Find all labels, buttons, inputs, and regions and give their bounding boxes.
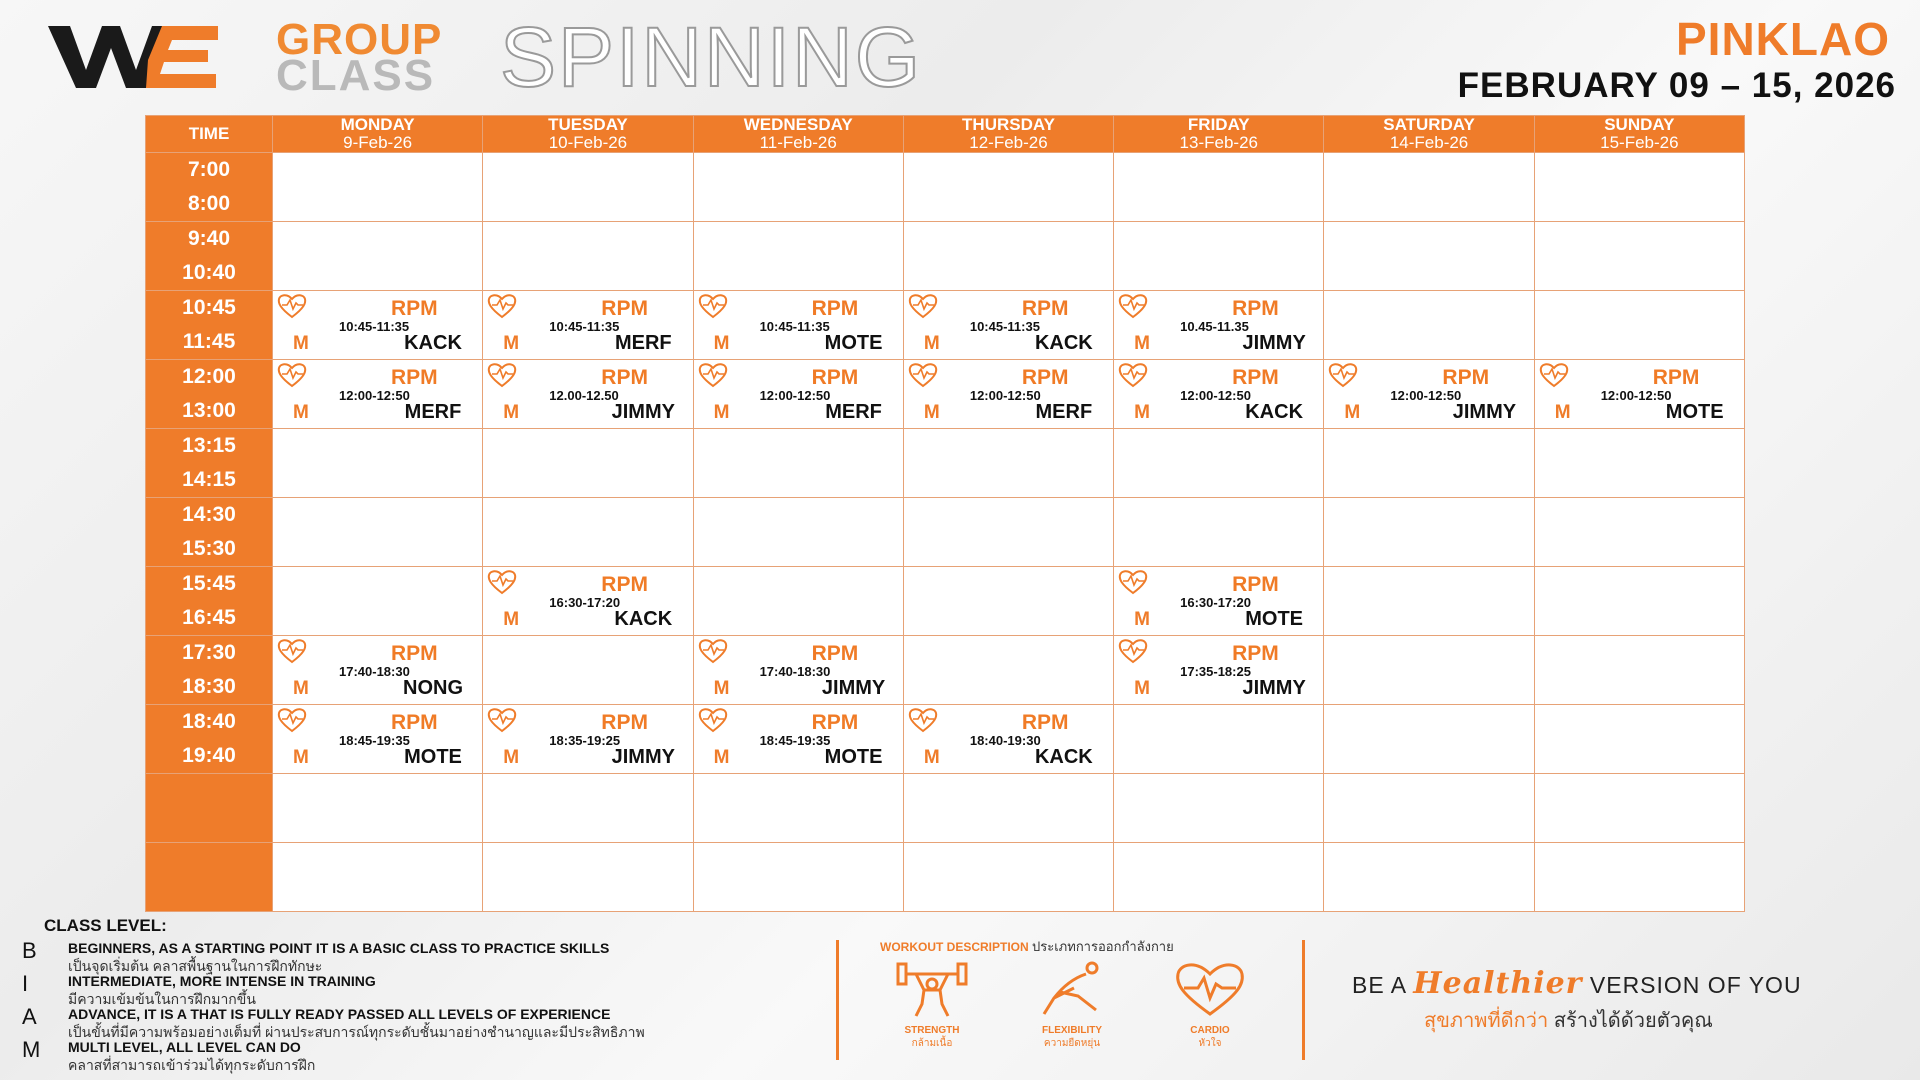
class-entry bbox=[694, 291, 903, 359]
class-time: 12:00-12:50 bbox=[759, 388, 831, 403]
class-level: M bbox=[1344, 402, 1361, 423]
footer-divider bbox=[836, 940, 839, 1060]
schedule-cell bbox=[483, 498, 693, 567]
schedule-cell bbox=[693, 153, 903, 222]
time-start: 12:00 bbox=[182, 365, 236, 388]
class-entry bbox=[273, 636, 482, 704]
cardio-heart-icon bbox=[1328, 362, 1358, 388]
workout-flexibility: FLEXIBILITY ความยืดหยุ่น bbox=[1012, 958, 1132, 1051]
schedule-cell bbox=[903, 567, 1113, 636]
time-slot bbox=[146, 360, 273, 429]
schedule-cell bbox=[903, 222, 1113, 291]
schedule-cell bbox=[903, 774, 1113, 843]
class-level: M bbox=[503, 747, 520, 768]
schedule-cell bbox=[1324, 774, 1534, 843]
class-time: 18:35-19:25 bbox=[549, 733, 621, 748]
schedule-row bbox=[146, 222, 1745, 291]
time-start: 14:30 bbox=[182, 503, 236, 526]
schedule-cell bbox=[693, 567, 903, 636]
class-entry bbox=[273, 360, 482, 428]
schedule-grid bbox=[145, 115, 1745, 915]
cardio-heart-icon bbox=[277, 362, 307, 388]
class-level: M bbox=[713, 402, 730, 423]
class-level: M bbox=[1134, 333, 1150, 354]
schedule-cell bbox=[273, 360, 483, 429]
class-entry bbox=[904, 291, 1113, 359]
instructor-name: JIMMY bbox=[611, 401, 675, 423]
flexibility-icon bbox=[1034, 958, 1110, 1020]
instructor-name: JIMMY bbox=[611, 746, 675, 768]
schedule-cell bbox=[1114, 636, 1324, 705]
cardio-icon bbox=[1172, 958, 1248, 1020]
class-name: RPM bbox=[1021, 366, 1069, 389]
class-entry bbox=[273, 705, 482, 773]
schedule-cell bbox=[693, 222, 903, 291]
class-time: 12.00-12.50 bbox=[549, 388, 619, 403]
time-slot bbox=[146, 153, 273, 222]
class-time: 12:00-12:50 bbox=[339, 388, 410, 403]
day-header-saturday bbox=[1324, 116, 1534, 153]
instructor-name: KACK bbox=[404, 332, 462, 354]
schedule-cell bbox=[693, 291, 903, 360]
schedule-cell bbox=[1534, 360, 1744, 429]
day-date: 10-Feb-26 bbox=[548, 133, 628, 152]
day-header-friday bbox=[1114, 116, 1324, 153]
schedule-row bbox=[146, 636, 1745, 705]
schedule-cell bbox=[1534, 774, 1744, 843]
footer bbox=[0, 912, 1920, 1080]
class-name: RPM bbox=[811, 366, 859, 389]
level-description-thai: คลาสที่สามารถเข้าร่วมได้ทุกระดับการฝึก bbox=[68, 1057, 316, 1073]
instructor-name: JIMMY bbox=[821, 677, 886, 699]
schedule-cell bbox=[273, 222, 483, 291]
level-description: INTERMEDIATE, MORE INTENSE IN TRAINING bbox=[68, 973, 376, 989]
level-letter: M bbox=[22, 1037, 41, 1062]
workout-cardio: CARDIO หัวใจ bbox=[1150, 958, 1270, 1051]
class-time: 17:35-18:25 bbox=[1180, 664, 1251, 679]
schedule-cell bbox=[1114, 705, 1324, 774]
schedule-cell bbox=[693, 843, 903, 912]
class-name: RPM bbox=[601, 573, 648, 596]
class-time: 12:00-12:50 bbox=[1390, 388, 1462, 403]
schedule-cell bbox=[1324, 291, 1534, 360]
class-level: M bbox=[713, 747, 730, 768]
day-date: 12-Feb-26 bbox=[969, 133, 1048, 152]
instructor-name: MOTE bbox=[1665, 401, 1724, 423]
schedule-cell bbox=[693, 429, 903, 498]
schedule-row bbox=[146, 567, 1745, 636]
class-level: M bbox=[503, 609, 520, 630]
schedule-cell bbox=[483, 291, 693, 360]
time-slot bbox=[146, 636, 273, 705]
day-name: SUNDAY bbox=[1604, 115, 1675, 134]
logo-class-text: CLASS bbox=[276, 51, 436, 100]
class-time: 10:45-11:35 bbox=[759, 319, 830, 334]
schedule-cell bbox=[1324, 567, 1534, 636]
class-name: RPM bbox=[1021, 297, 1069, 320]
class-time: 18:45-19:35 bbox=[759, 733, 831, 748]
schedule-cell bbox=[903, 705, 1113, 774]
cardio-heart-icon bbox=[277, 707, 307, 733]
time-slot bbox=[146, 222, 273, 291]
cardio-heart-icon bbox=[698, 293, 728, 319]
instructor-name: KACK bbox=[1034, 332, 1093, 354]
instructor-name: KACK bbox=[1034, 746, 1093, 768]
schedule-cell bbox=[483, 360, 693, 429]
day-header-monday bbox=[273, 116, 483, 153]
instructor-name: KACK bbox=[1245, 401, 1304, 423]
class-name: RPM bbox=[811, 297, 859, 320]
class-time: 17:40-18:30 bbox=[759, 664, 831, 679]
schedule-cell bbox=[903, 360, 1113, 429]
class-time: 18:40-19:30 bbox=[969, 733, 1041, 748]
class-level: M bbox=[503, 333, 520, 354]
schedule-cell bbox=[1324, 705, 1534, 774]
class-level: M bbox=[923, 402, 940, 423]
time-end: 18:30 bbox=[182, 675, 236, 698]
schedule-cell bbox=[1324, 360, 1534, 429]
schedule-table bbox=[145, 115, 1745, 912]
class-level: M bbox=[293, 678, 309, 699]
class-level: M bbox=[923, 747, 940, 768]
class-entry bbox=[483, 291, 692, 359]
instructor-name: MOTE bbox=[824, 332, 883, 354]
schedule-cell bbox=[1534, 636, 1744, 705]
schedule-cell bbox=[273, 429, 483, 498]
workout-description-title: WORKOUT DESCRIPTION ประเภทการออกกำลังกาย bbox=[880, 939, 1174, 954]
day-header-sunday bbox=[1534, 116, 1744, 153]
class-time: 18:45-19:35 bbox=[339, 733, 410, 748]
class-name: RPM bbox=[601, 711, 648, 734]
schedule-row bbox=[146, 498, 1745, 567]
cardio-heart-icon bbox=[277, 293, 307, 319]
instructor-name: MERF bbox=[404, 401, 462, 423]
schedule-row bbox=[146, 843, 1745, 912]
schedule-cell bbox=[1114, 153, 1324, 222]
schedule-cell bbox=[903, 429, 1113, 498]
instructor-name: JIMMY bbox=[1452, 401, 1517, 423]
schedule-cell bbox=[1114, 222, 1324, 291]
time-start: 15:45 bbox=[182, 572, 236, 595]
schedule-cell bbox=[1114, 429, 1324, 498]
schedule-cell bbox=[1534, 222, 1744, 291]
class-time: 12:00-12:50 bbox=[1180, 388, 1251, 403]
schedule-cell bbox=[903, 153, 1113, 222]
class-name: RPM bbox=[391, 642, 438, 665]
schedule-cell bbox=[1114, 291, 1324, 360]
instructor-name: KACK bbox=[614, 608, 673, 630]
schedule-cell bbox=[1534, 843, 1744, 912]
class-level: M bbox=[713, 678, 730, 699]
level-letter: B bbox=[22, 938, 37, 963]
time-start: 17:30 bbox=[182, 641, 236, 664]
class-entry bbox=[694, 636, 903, 704]
schedule-cell bbox=[483, 153, 693, 222]
schedule-cell bbox=[483, 636, 693, 705]
class-name: RPM bbox=[601, 366, 648, 389]
time-header: TIME bbox=[146, 116, 273, 153]
schedule-cell bbox=[273, 498, 483, 567]
instructor-name: MOTE bbox=[404, 746, 462, 768]
schedule-row bbox=[146, 705, 1745, 774]
cardio-heart-icon bbox=[277, 638, 307, 664]
instructor-name: MERF bbox=[1035, 401, 1093, 423]
strength-icon bbox=[894, 958, 970, 1020]
cardio-heart-icon bbox=[1118, 293, 1148, 319]
schedule-cell bbox=[1324, 222, 1534, 291]
schedule-cell bbox=[1324, 636, 1534, 705]
time-end: 10:40 bbox=[182, 261, 236, 284]
time-start: 7:00 bbox=[187, 158, 231, 181]
instructor-name: MOTE bbox=[824, 746, 883, 768]
cardio-heart-icon bbox=[908, 362, 938, 388]
cardio-heart-icon bbox=[698, 707, 728, 733]
class-name: RPM bbox=[1021, 711, 1069, 734]
level-letter: A bbox=[22, 1004, 37, 1029]
class-name: RPM bbox=[1232, 366, 1279, 389]
cardio-heart-icon bbox=[487, 362, 517, 388]
footer-divider-2 bbox=[1302, 940, 1305, 1060]
schedule-cell bbox=[903, 291, 1113, 360]
schedule-cell bbox=[1534, 498, 1744, 567]
we-logo-icon bbox=[48, 22, 218, 90]
class-name: RPM bbox=[1232, 642, 1279, 665]
time-slot bbox=[146, 291, 273, 360]
schedule-cell bbox=[273, 153, 483, 222]
time-start: 13:15 bbox=[182, 434, 236, 457]
cardio-heart-icon bbox=[1118, 569, 1148, 595]
instructor-name: MERF bbox=[825, 401, 882, 423]
time-end: 13:00 bbox=[182, 399, 236, 422]
schedule-cell bbox=[1534, 429, 1744, 498]
schedule-cell bbox=[1324, 153, 1534, 222]
class-name: RPM bbox=[1442, 366, 1490, 389]
time-end: 19:40 bbox=[182, 744, 236, 767]
class-level: M bbox=[503, 402, 520, 423]
schedule-cell bbox=[1324, 498, 1534, 567]
schedule-cell bbox=[483, 843, 693, 912]
schedule-cell bbox=[273, 705, 483, 774]
class-entry bbox=[694, 360, 903, 428]
schedule-cell bbox=[903, 843, 1113, 912]
class-level: M bbox=[1134, 609, 1150, 630]
level-letter: I bbox=[22, 971, 29, 996]
class-entry bbox=[483, 567, 692, 635]
schedule-cell bbox=[1534, 291, 1744, 360]
instructor-name: JIMMY bbox=[1242, 332, 1306, 354]
day-name: FRIDAY bbox=[1187, 115, 1250, 134]
class-level: M bbox=[713, 333, 730, 354]
schedule-row bbox=[146, 291, 1745, 360]
schedule-cell bbox=[693, 774, 903, 843]
day-date: 15-Feb-26 bbox=[1600, 133, 1679, 152]
time-end: 14:15 bbox=[182, 468, 236, 491]
schedule-cell bbox=[273, 774, 483, 843]
schedule-cell bbox=[693, 636, 903, 705]
class-name: RPM bbox=[391, 297, 438, 320]
schedule-cell bbox=[1534, 153, 1744, 222]
schedule-cell bbox=[1114, 774, 1324, 843]
schedule-cell bbox=[483, 705, 693, 774]
class-level-title: CLASS LEVEL: bbox=[44, 916, 167, 935]
logo-spinning-text: SPINNING bbox=[500, 10, 923, 104]
cardio-heart-icon bbox=[698, 362, 728, 388]
instructor-name: NONG bbox=[403, 677, 463, 699]
schedule-cell bbox=[1114, 843, 1324, 912]
schedule-cell bbox=[1324, 843, 1534, 912]
class-time: 16:30-17:20 bbox=[549, 595, 621, 610]
class-name: RPM bbox=[391, 711, 438, 734]
schedule-cell bbox=[1534, 705, 1744, 774]
time-slot bbox=[146, 843, 273, 912]
time-slot bbox=[146, 705, 273, 774]
instructor-name: MERF bbox=[614, 332, 672, 354]
class-name: RPM bbox=[601, 297, 648, 320]
class-name: RPM bbox=[391, 366, 438, 389]
day-name: THURSDAY bbox=[962, 115, 1055, 134]
class-level: M bbox=[923, 333, 940, 354]
class-name: RPM bbox=[811, 711, 859, 734]
instructor-name: JIMMY bbox=[1242, 677, 1306, 699]
class-entry bbox=[1324, 360, 1533, 428]
schedule-row bbox=[146, 774, 1745, 843]
class-entry bbox=[1114, 567, 1323, 635]
class-level: M bbox=[293, 402, 309, 423]
level-description: MULTI LEVEL, ALL LEVEL CAN DO bbox=[68, 1039, 301, 1055]
class-entry bbox=[483, 360, 692, 428]
class-level: M bbox=[1134, 678, 1150, 699]
class-entry bbox=[273, 291, 482, 359]
class-level: M bbox=[1554, 402, 1571, 423]
schedule-cell bbox=[1114, 360, 1324, 429]
schedule-cell bbox=[693, 360, 903, 429]
class-entry bbox=[694, 705, 903, 773]
class-time: 10:45-11:35 bbox=[339, 319, 410, 334]
class-level: M bbox=[293, 747, 309, 768]
level-description-thai: มีความเข้มข้นในการฝึกมากขึ้น bbox=[68, 991, 256, 1007]
level-description-thai: เป็นจุดเริ่มต้น คลาสพื้นฐานในการฝึกทักษะ bbox=[68, 958, 323, 974]
class-name: RPM bbox=[1652, 366, 1700, 389]
logo-group-text: GROUP bbox=[276, 15, 443, 64]
cardio-heart-icon bbox=[1539, 362, 1569, 388]
time-slot bbox=[146, 498, 273, 567]
class-time: 12:00-12:50 bbox=[969, 388, 1041, 403]
class-entry bbox=[1114, 291, 1323, 359]
level-description: BEGINNERS, AS A STARTING POINT IT IS A BASIC CLASS TO PRACTICE SKILLS bbox=[68, 940, 610, 956]
day-header-tuesday bbox=[483, 116, 693, 153]
cardio-heart-icon bbox=[1118, 362, 1148, 388]
time-end: 11:45 bbox=[182, 330, 236, 353]
class-time: 10.45-11.35 bbox=[1180, 319, 1249, 334]
class-time: 10:45-11:35 bbox=[549, 319, 620, 334]
class-entry bbox=[904, 705, 1113, 773]
cardio-heart-icon bbox=[487, 569, 517, 595]
cardio-heart-icon bbox=[1118, 638, 1148, 664]
schedule-cell bbox=[483, 429, 693, 498]
time-start: 18:40 bbox=[182, 710, 236, 733]
day-name: SATURDAY bbox=[1383, 115, 1475, 134]
day-date: 14-Feb-26 bbox=[1389, 133, 1469, 152]
day-name: TUESDAY bbox=[548, 115, 628, 134]
day-date: 11-Feb-26 bbox=[759, 133, 837, 152]
class-time: 10:45-11:35 bbox=[969, 319, 1040, 334]
cardio-heart-icon bbox=[908, 707, 938, 733]
level-description-thai: เป็นขั้นที่มีความพร้อมอย่างเต็มที่ ผ่านประสบการณ์ทุกระดับชั้นมาอย่างชำนาญและมีประสิทธิภาพ bbox=[68, 1024, 645, 1040]
schedule-row bbox=[146, 153, 1745, 222]
level-description: ADVANCE, IT IS A THAT IS FULLY READY PASSED ALL LEVELS OF EXPERIENCE bbox=[68, 1006, 611, 1022]
schedule-cell bbox=[693, 705, 903, 774]
time-end: 16:45 bbox=[182, 606, 236, 629]
class-entry bbox=[1114, 636, 1323, 704]
class-entry bbox=[904, 360, 1113, 428]
schedule-cell bbox=[273, 567, 483, 636]
time-start: 10:45 bbox=[182, 296, 236, 319]
class-time: 16:30-17:20 bbox=[1180, 595, 1251, 610]
date-range: FEBRUARY 09 – 15, 2026 bbox=[1457, 66, 1896, 105]
time-start: 9:40 bbox=[187, 227, 231, 250]
class-time: 17:40-18:30 bbox=[339, 664, 410, 679]
class-name: RPM bbox=[1232, 573, 1279, 596]
time-slot bbox=[146, 429, 273, 498]
tagline: BE A Healthier VERSION OF YOU bbox=[1352, 966, 1802, 1001]
schedule-cell bbox=[903, 498, 1113, 567]
schedule-cell bbox=[483, 222, 693, 291]
schedule-cell bbox=[273, 843, 483, 912]
class-name: RPM bbox=[1232, 297, 1279, 320]
schedule-cell bbox=[483, 567, 693, 636]
class-level: M bbox=[293, 333, 309, 354]
class-time: 12:00-12:50 bbox=[1600, 388, 1672, 403]
time-slot bbox=[146, 774, 273, 843]
class-entry bbox=[1114, 360, 1323, 428]
schedule-cell bbox=[483, 774, 693, 843]
schedule-cell bbox=[1114, 498, 1324, 567]
instructor-name: MOTE bbox=[1245, 608, 1304, 630]
header bbox=[0, 0, 1920, 112]
schedule-cell bbox=[1324, 429, 1534, 498]
cardio-heart-icon bbox=[487, 707, 517, 733]
schedule-cell bbox=[273, 636, 483, 705]
class-name: RPM bbox=[811, 642, 859, 665]
cardio-heart-icon bbox=[698, 638, 728, 664]
branch-name: PINKLAO bbox=[1676, 13, 1890, 65]
tagline-thai: สุขภาพที่ดีกว่า สร้างได้ด้วยตัวคุณ bbox=[1424, 1010, 1713, 1032]
schedule-row bbox=[146, 429, 1745, 498]
day-date: 13-Feb-26 bbox=[1179, 133, 1258, 152]
day-name: MONDAY bbox=[340, 115, 415, 134]
schedule-cell bbox=[903, 636, 1113, 705]
schedule-row bbox=[146, 360, 1745, 429]
class-level: M bbox=[1134, 402, 1150, 423]
schedule-cell bbox=[693, 498, 903, 567]
schedule-cell bbox=[1114, 567, 1324, 636]
time-slot bbox=[146, 567, 273, 636]
schedule-cell bbox=[1534, 567, 1744, 636]
cardio-heart-icon bbox=[908, 293, 938, 319]
day-name: WEDNESDAY bbox=[743, 115, 853, 134]
time-end: 8:00 bbox=[187, 192, 231, 215]
workout-strength: STRENGTH กล้ามเนื้อ bbox=[872, 958, 992, 1051]
day-header-wednesday bbox=[693, 116, 903, 153]
time-end: 15:30 bbox=[182, 537, 236, 560]
schedule-cell bbox=[273, 291, 483, 360]
cardio-heart-icon bbox=[487, 293, 517, 319]
class-entry bbox=[483, 705, 692, 773]
day-date: 9-Feb-26 bbox=[343, 133, 413, 152]
class-entry bbox=[1535, 360, 1744, 428]
day-header-thursday bbox=[903, 116, 1113, 153]
